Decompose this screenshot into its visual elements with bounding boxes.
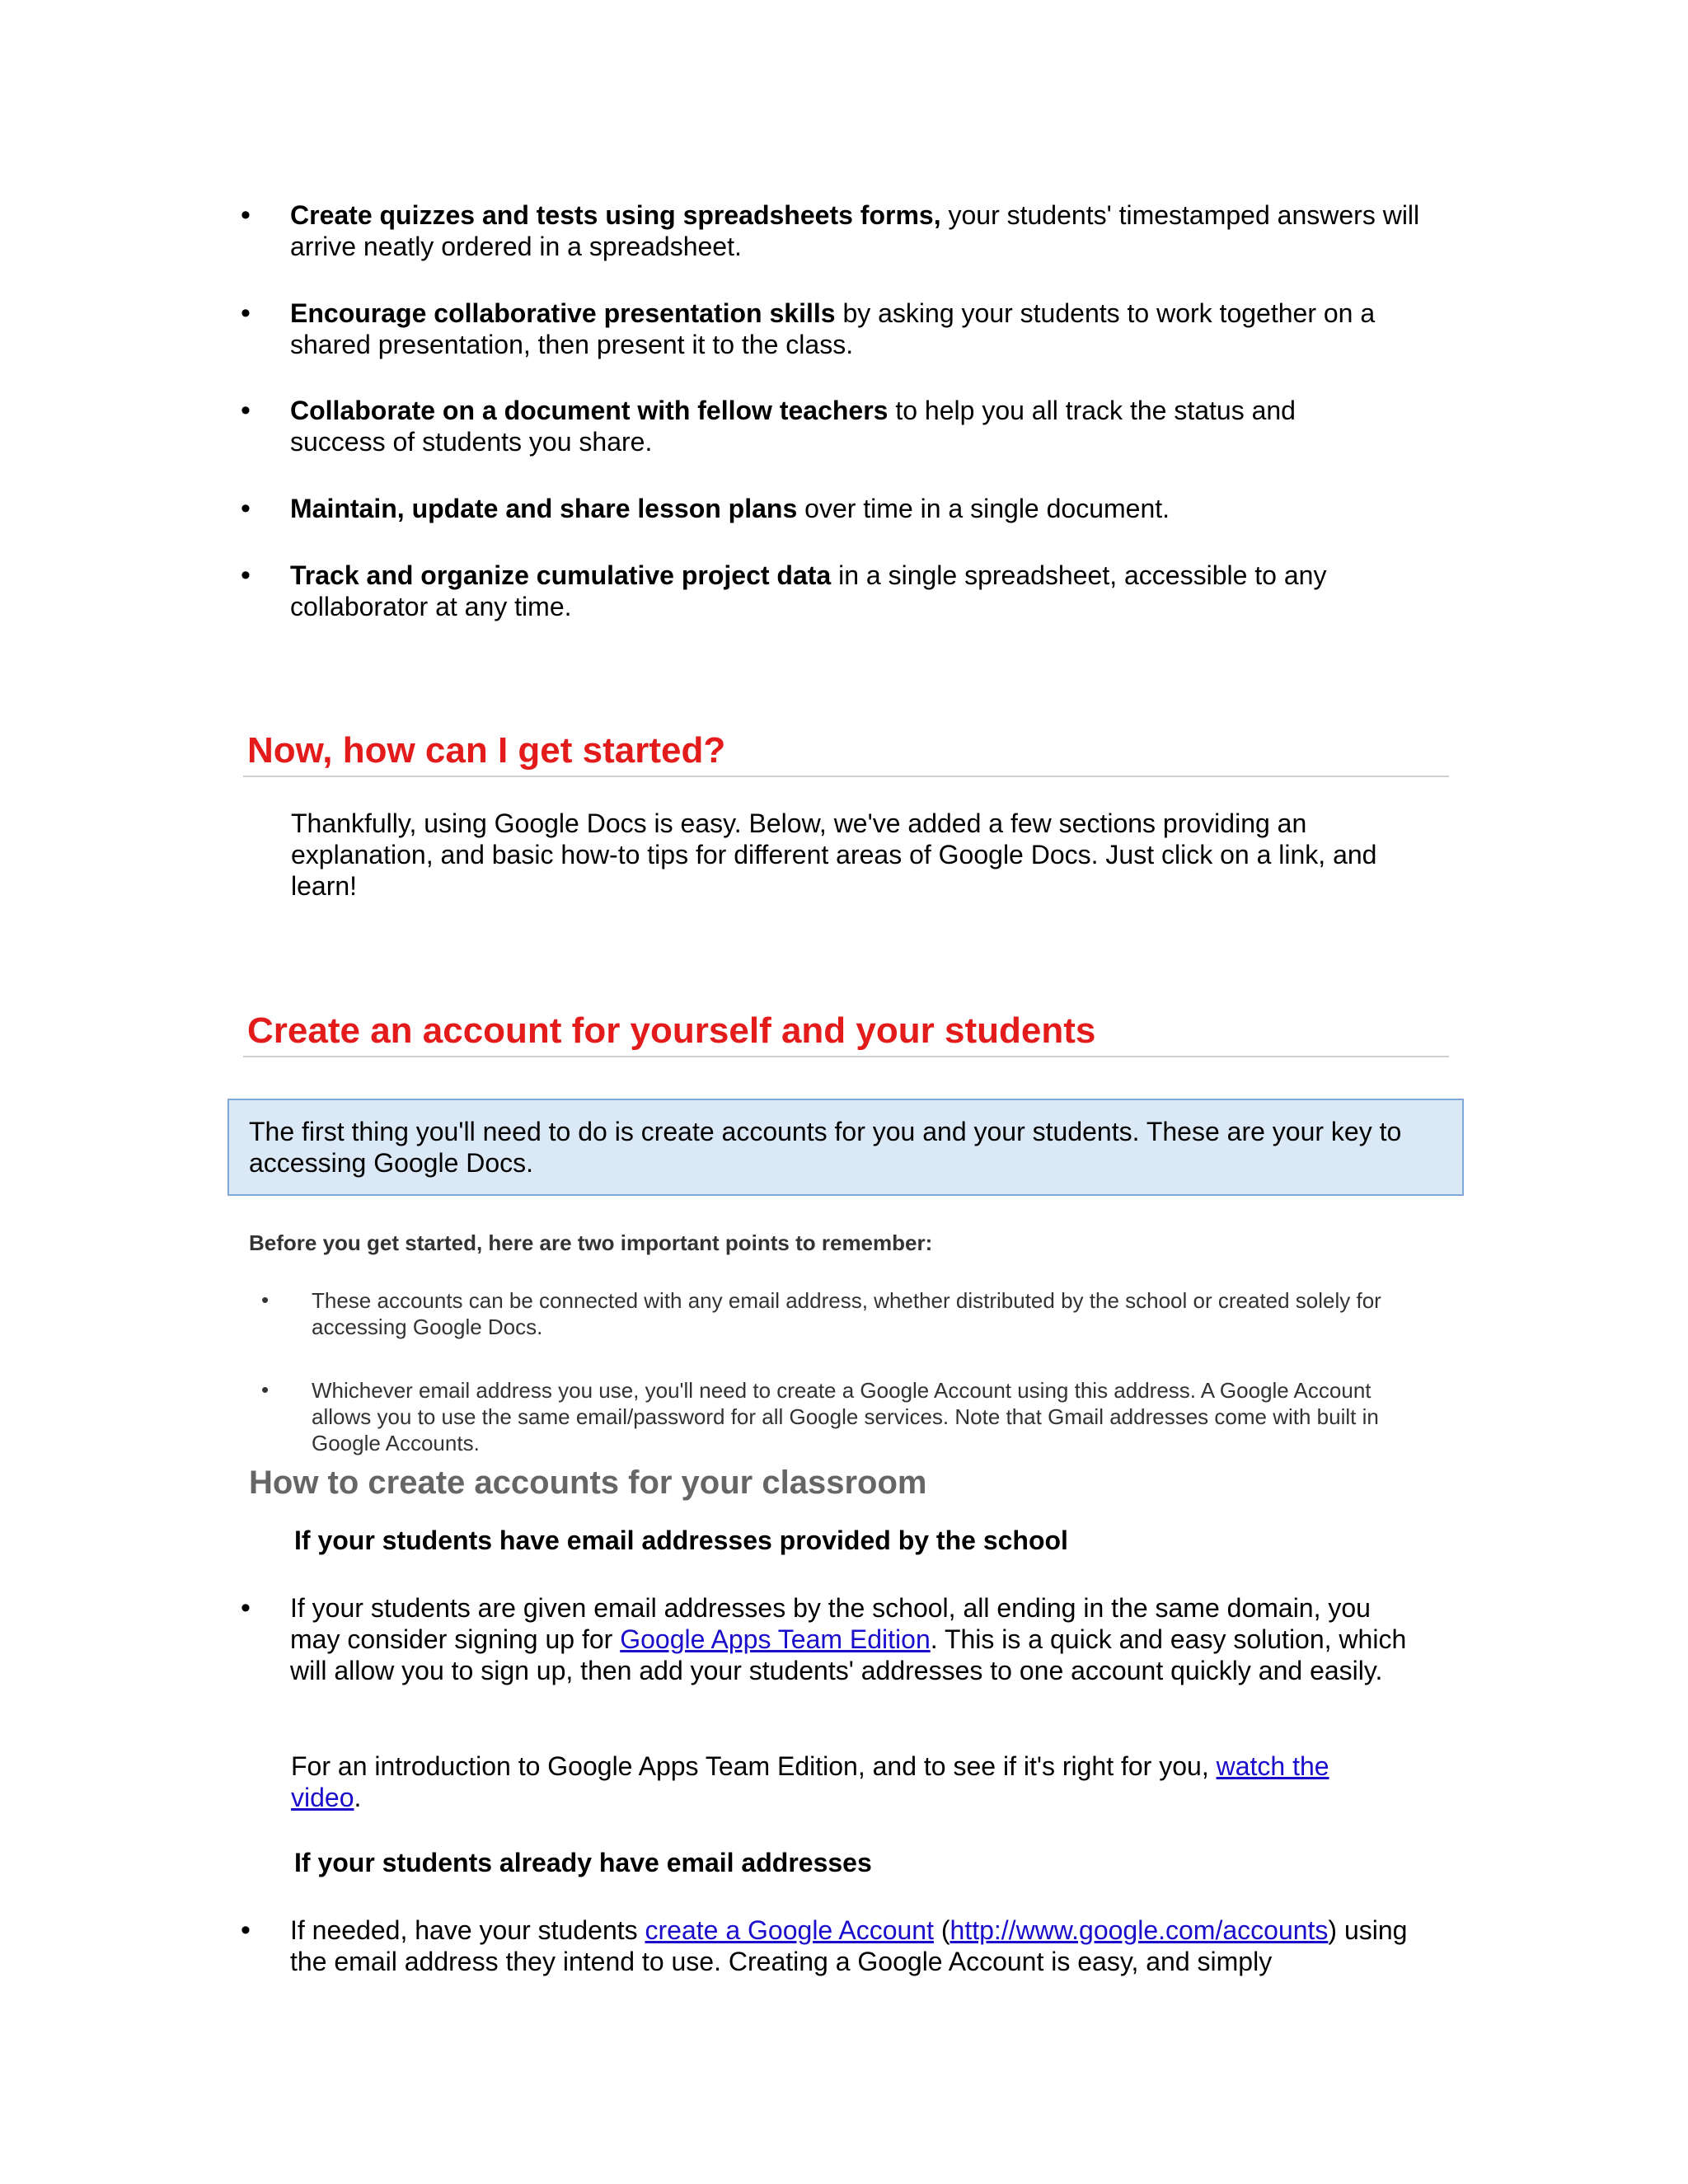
- get-started-body: Thankfully, using Google Docs is easy. Below, we've added a few sections providing an explanation, and basic how-to tips for different areas of Google Docs. Just click on a link, and learn!: [291, 808, 1377, 901]
- callout-text: The first thing you'll need to do is create accounts for you and your students. These are your key to accessing Google Docs.: [249, 1117, 1402, 1178]
- points-heading: Before you get started, here are two important points to remember:: [249, 1230, 933, 1255]
- list-item: [290, 493, 1428, 524]
- section-heading-create-account: Create an account for yourself and your students: [247, 1010, 1096, 1051]
- list-item-bold: Maintain, update and share lesson plans: [290, 494, 798, 523]
- list-item-bold: Encourage collaborative presentation skills: [290, 298, 836, 328]
- list-item-text: in a single spreadsheet, accessible to any collaborator at any time.: [290, 560, 1327, 621]
- paragraph-text: For an introduction to Google Apps Team Edition, and to see if it's right for you,: [291, 1751, 1217, 1781]
- bullet-marker: •: [261, 1287, 270, 1312]
- paragraph-text: . This is a quick and easy solution, which will allow you to sign up, then add your students' addresses to one account quickly and easily.: [290, 1624, 1407, 1685]
- list-item-bold: Create quizzes and tests using spreadsheets forms,: [290, 200, 941, 230]
- section-heading-classroom: How to create accounts for your classroom: [249, 1465, 927, 1501]
- google-accounts-url-link[interactable]: http://www.google.com/accounts: [950, 1915, 1329, 1945]
- bullet-marker: •: [241, 560, 251, 591]
- paragraph-text: ) using the email address they intend to use. Creating a Google Account is easy, and simply: [290, 1915, 1408, 1976]
- google-apps-team-edition-link[interactable]: Google Apps Team Edition: [620, 1624, 931, 1654]
- list-item-text: to help you all track the status and success of students you share.: [290, 396, 1296, 457]
- paragraph-text: .: [354, 1783, 362, 1812]
- list-item-text: over time in a single document.: [797, 494, 1170, 523]
- list-item: [290, 560, 1386, 622]
- section-divider: [243, 1056, 1449, 1057]
- list-item-bold: Track and organize cumulative project data: [290, 560, 832, 590]
- create-google-account-link[interactable]: create a Google Account: [645, 1915, 934, 1945]
- list-item-text: by asking your students to work together on a shared presentation, then present it to the class.: [290, 298, 1376, 359]
- paragraph-text: (: [933, 1915, 950, 1945]
- section-heading-get-started: Now, how can I get started?: [247, 730, 726, 771]
- list-item: [290, 395, 1362, 457]
- list-item-bold: Collaborate on a document with fellow teachers: [290, 396, 889, 425]
- bullet-marker: •: [241, 199, 251, 231]
- section-divider: [243, 776, 1449, 777]
- subheading-school-emails: If your students have email addresses provided by the school: [294, 1526, 1068, 1555]
- list-item: [290, 1592, 1428, 1686]
- list-item-text: your students' timestamped answers will arrive neatly ordered in a spreadsheet.: [290, 200, 1420, 261]
- bullet-marker: •: [241, 493, 251, 524]
- paragraph-text: If needed, have your students: [290, 1915, 645, 1945]
- watch-video-link[interactable]: watch the video: [291, 1751, 1329, 1812]
- list-item: [290, 298, 1428, 360]
- point-item: Whichever email address you use, you'll need to create a Google Account using this address. A Google Account allows you to use the same email/password for all Google services. Note that Gmail addresses come with built in Google Accounts.: [312, 1378, 1379, 1455]
- list-item: [290, 199, 1428, 262]
- point-item: These accounts can be connected with any email address, whether distributed by the school or created solely for accessing Google Docs.: [312, 1288, 1381, 1339]
- callout-box: [227, 1099, 1464, 1196]
- bullet-marker: •: [241, 1592, 251, 1624]
- list-item: [290, 1915, 1428, 1977]
- bullet-marker: •: [261, 1377, 270, 1402]
- subheading-existing-emails: If your students already have email addresses: [294, 1848, 872, 1877]
- bullet-marker: •: [241, 1915, 251, 1946]
- bullet-marker: •: [241, 395, 251, 426]
- team-edition-intro: [291, 1750, 1387, 1813]
- paragraph-text: If your students are given email addresses by the school, all ending in the same domain, you may consider signing up for: [290, 1593, 1371, 1654]
- bullet-marker: •: [241, 298, 251, 329]
